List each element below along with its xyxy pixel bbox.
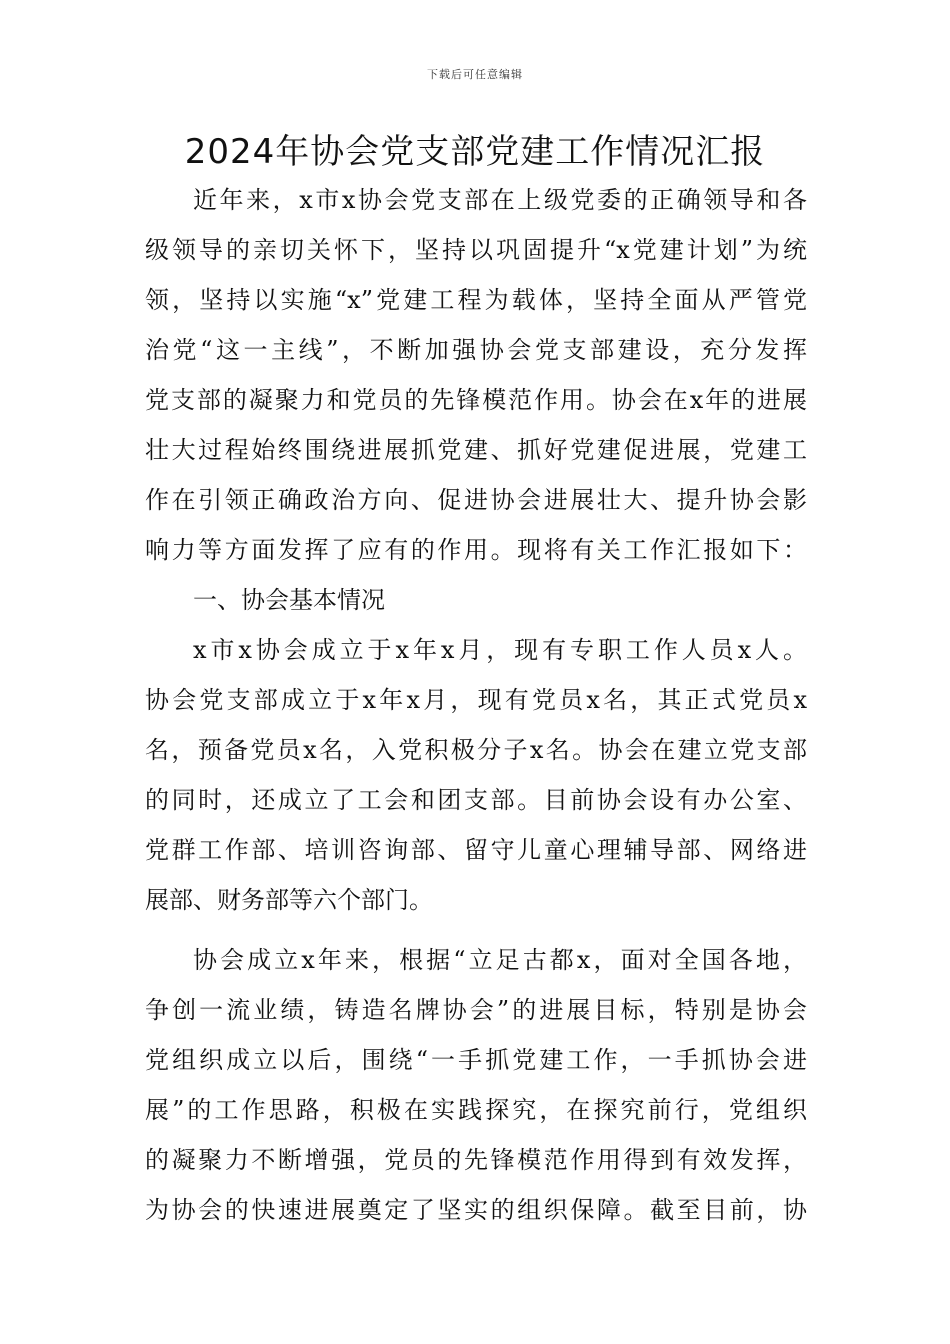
- document-title: 2024年协会党支部党建工作情况汇报: [184, 132, 766, 172]
- text-line: 党组织成立以后，围绕“一手抓党建工作，一手抓协会进: [145, 1046, 807, 1074]
- text-line: 党群工作部、培训咨询部、留守儿童心理辅导部、网络进: [145, 836, 807, 864]
- text-line: 作在引领正确政治方向、促进协会进展壮大、提升协会影: [145, 486, 807, 514]
- text-line: 名，预备党员x名，入党积极分子x名。协会在建立党支部: [145, 736, 807, 764]
- text-line: 领，坚持以实施“x”党建工程为载体，坚持全面从严管党: [145, 286, 807, 314]
- text-line: 争创一流业绩，铸造名牌协会”的进展目标，特别是协会: [145, 996, 807, 1024]
- document-body: [145, 175, 807, 1235]
- text-line: 治党“这一主线”，不断加强协会党支部建设，充分发挥: [145, 336, 807, 364]
- text-line: 展部、财务部等六个部门。: [145, 886, 433, 914]
- text-line: 响力等方面发挥了应有的作用。现将有关工作汇报如下：: [145, 536, 807, 564]
- text-line: 协会党支部成立于x年x月，现有党员x名，其正式党员x: [145, 686, 807, 714]
- text-line: 级领导的亲切关怀下，坚持以巩固提升“x党建计划”为统: [145, 236, 807, 264]
- text-line: 壮大过程始终围绕进展抓党建、抓好党建促进展，党建工: [145, 436, 807, 464]
- text-line: 一、协会基本情况: [193, 586, 385, 614]
- text-line: 协会成立x年来，根据“立足古都x，面对全国各地，: [193, 946, 807, 974]
- header-note: 下载后可任意编辑: [427, 68, 523, 81]
- paragraph-development: [145, 935, 807, 1235]
- text-line: 为协会的快速进展奠定了坚实的组织保障。截至目前，协: [145, 1196, 807, 1224]
- section-heading: [145, 575, 807, 625]
- text-line: 近年来，x市x协会党支部在上级党委的正确领导和各: [193, 186, 807, 214]
- text-line: 党支部的凝聚力和党员的先锋模范作用。协会在x年的进展: [145, 386, 807, 414]
- text-line: 的同时，还成立了工会和团支部。目前协会设有办公室、: [145, 786, 807, 814]
- text-line: x市x协会成立于x年x月，现有专职工作人员x人。: [193, 636, 807, 664]
- text-line: 的凝聚力不断增强，党员的先锋模范作用得到有效发挥，: [145, 1146, 807, 1174]
- text-line: 展”的工作思路，积极在实践探究，在探究前行，党组织: [145, 1096, 807, 1124]
- paragraph-intro: [145, 175, 807, 575]
- paragraph-basic-info: [145, 625, 807, 925]
